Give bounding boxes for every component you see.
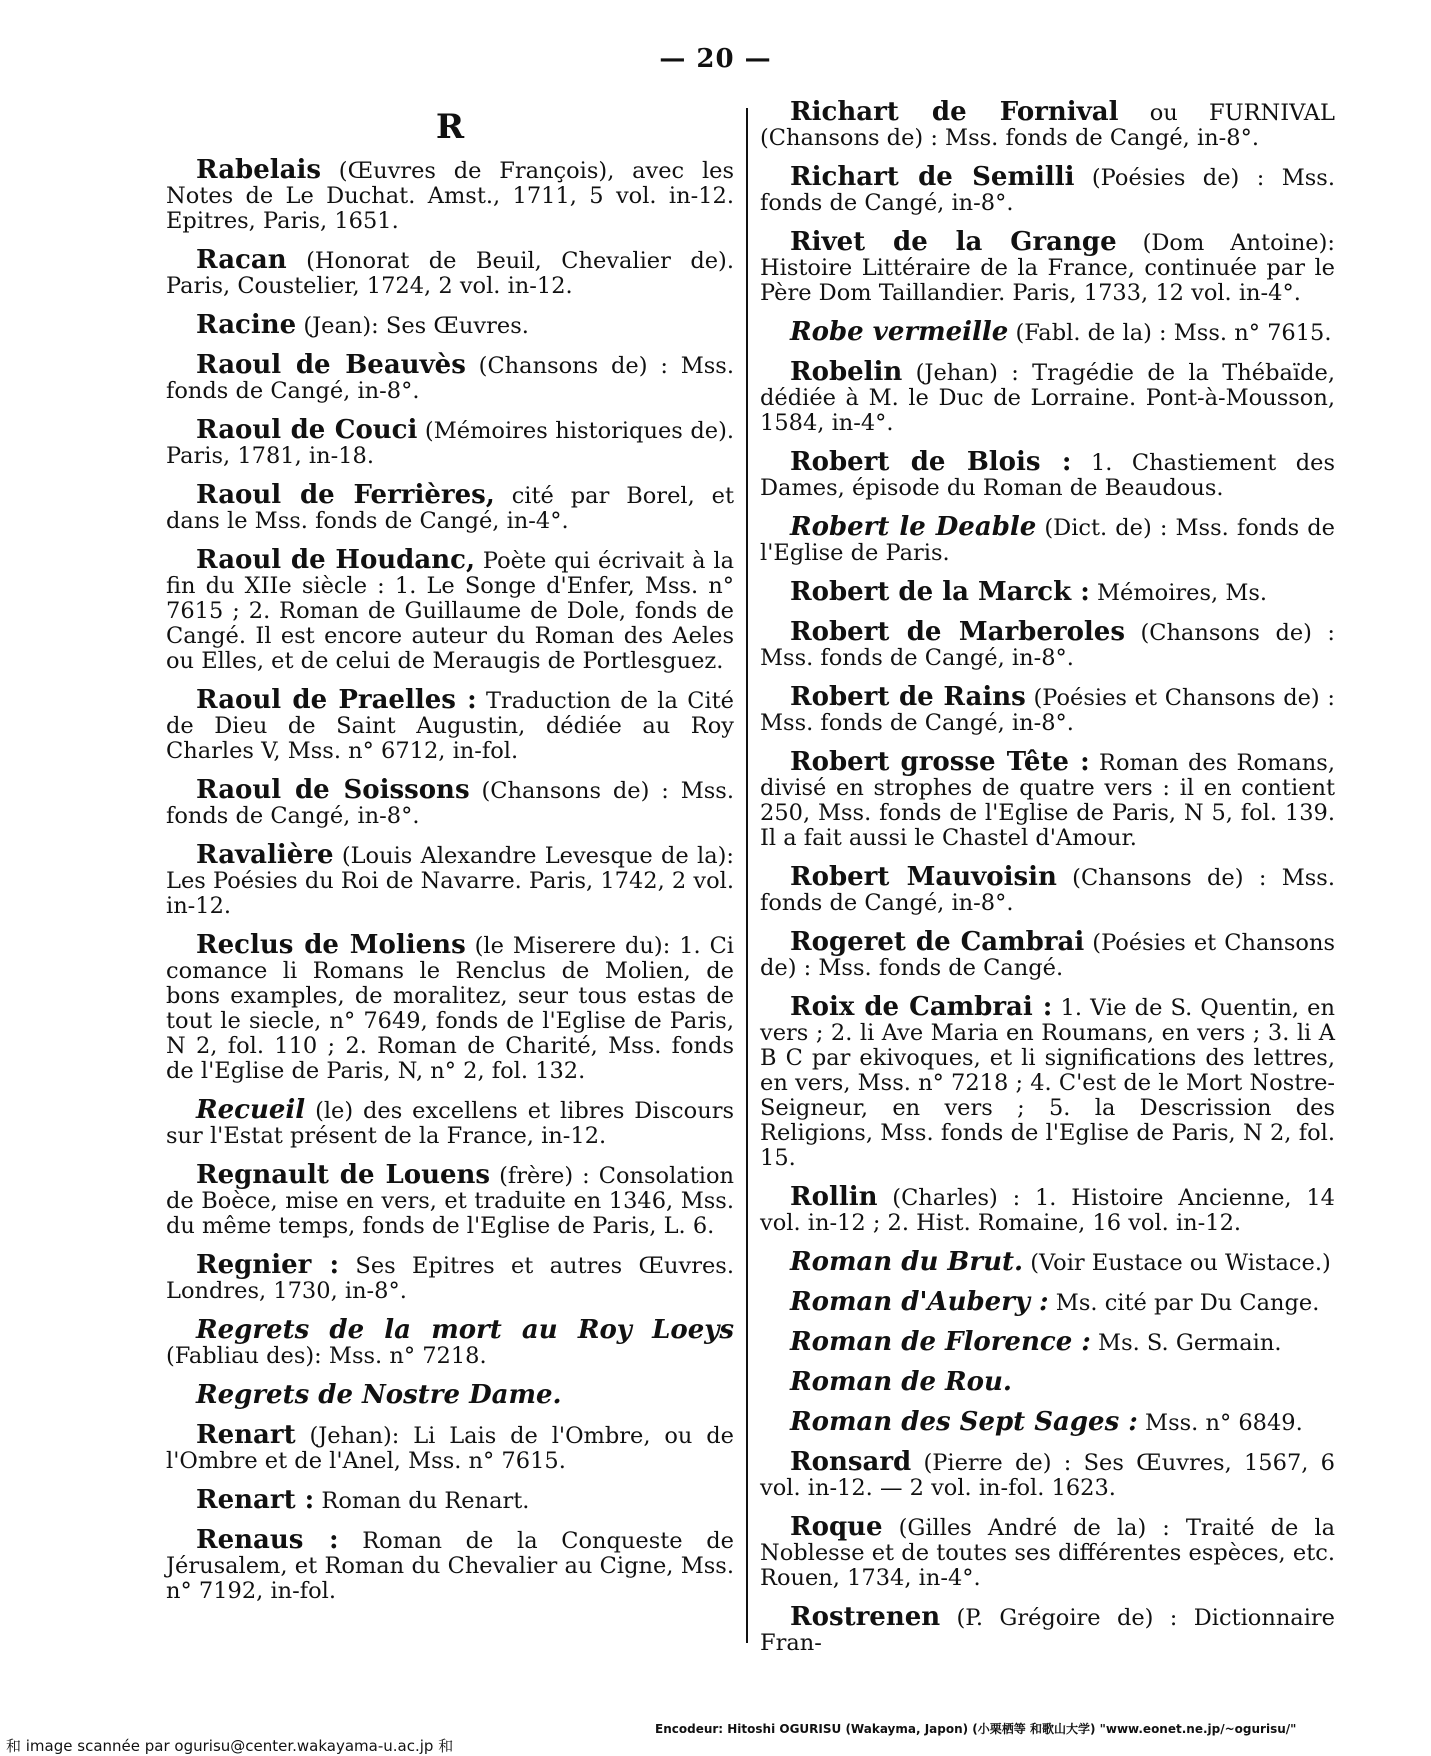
entry-headword: Roman des Sept Sages : (790, 1407, 1138, 1437)
entry-headword: Richart de Semilli (790, 162, 1075, 192)
bibliography-entry (760, 577, 1335, 607)
entry-headword: Robert de Blois : (790, 447, 1072, 477)
entry-text: (frère) : Consolation de Boèce, mise en vers, et traduite en 1346, Mss. du même temps, fonds de l'Eglise de Paris, L. 6. (166, 1163, 734, 1239)
entry-headword: Rivet de la Grange (790, 227, 1117, 257)
entry-headword: Robert le Deable (790, 512, 1037, 542)
entry-text: 1. Chastiement des Dames, épisode du Roman de Beaudous. (760, 450, 1335, 501)
bibliography-entry (166, 1250, 735, 1304)
entry-headword: Recueil (196, 1095, 306, 1125)
entry-headword: Rogeret de Cambrai (790, 927, 1085, 957)
entry-text: Roman de la Conqueste de Jérusalem, et Roman du Chevalier au Cigne, Mss. n° 7192, in-fol. (166, 1528, 734, 1604)
bibliography-entry (760, 1512, 1335, 1591)
entry-text: (Jehan) : Tragédie de la Thébaïde, dédiée à M. le Duc de Lorraine. Pont-à-Mousson, 1584, in-4°. (760, 360, 1335, 436)
entry-text: (Jean): Ses Œuvres. (296, 313, 529, 339)
bibliography-entry (166, 1420, 734, 1474)
entry-headword: Raoul de Couci (196, 415, 418, 445)
bibliography-entry (166, 930, 735, 1084)
bibliography-entry (166, 1315, 734, 1369)
entry-headword: Raoul de Ferrières, (196, 480, 495, 510)
entry-headword: Raoul de Praelles : (196, 685, 477, 715)
entry-text: (Jehan): Li Lais de l'Ombre, ou de l'Ombre et de l'Anel, Mss. n° 7615. (166, 1423, 734, 1474)
bibliography-entry (760, 1447, 1335, 1501)
entry-text: Mss. n° 6849. (1137, 1410, 1303, 1436)
entry-headword: Rollin (790, 1182, 878, 1212)
bibliography-entry (166, 1380, 734, 1410)
entry-text: Roman des Romans, divisé en strophes de quatre vers : il en contient 250, Mss. fonds de l'Eglise de Paris, N 5, fol. 139. Il a fait aussi le Chastel d'Amour. (760, 750, 1335, 851)
page-number: — 20 — (659, 44, 772, 74)
bibliography-entry (166, 840, 734, 919)
entry-text: (le Miserere du): 1. Ci comance li Romans le Renclus de Molien, de bons examples, de moralitez, seur tous estas de tout le siecle, n° 7649, fonds de l'Eglise de Paris, N 2, fol. 110 ; 2. Roman de Charité, Mss. fonds de l'Eglise de Paris, N, n° 2, fol. 132. (166, 933, 735, 1084)
entry-text: (Fabliau des): Mss. n° 7218. (166, 1343, 487, 1369)
bibliography-entry (760, 1367, 1335, 1397)
bibliography-entry (166, 1525, 734, 1604)
entry-headword: Rostrenen (790, 1602, 941, 1632)
entry-headword: Robert de la Marck : (790, 577, 1090, 607)
entry-headword: Reclus de Moliens (196, 930, 466, 960)
entry-headword: Roque (790, 1512, 883, 1542)
bibliography-entry (760, 992, 1335, 1171)
bibliography-entry (760, 927, 1335, 981)
bibliography-entry (760, 747, 1335, 851)
entry-text: Ms. S. Germain. (1090, 1330, 1282, 1356)
entry-text: (Dict. de) : Mss. fonds de l'Eglise de Paris. (760, 515, 1335, 566)
entry-headword: Raoul de Soissons (196, 775, 470, 805)
bibliography-entry (166, 685, 734, 764)
entry-headword: Racine (196, 310, 297, 340)
entry-text: Poète qui écrivait à la fin du XIIe siècle : 1. Le Songe d'Enfer, Mss. n° 7615 ; 2. Roman de Guillaume de Dole, fonds de Cangé. Il est encore auteur du Roman des Aeles ou Elles, et de celui de Meraugis de Portlesguez. (166, 548, 734, 674)
bibliography-entry (760, 862, 1335, 916)
entry-headword: Robert grosse Tête : (790, 747, 1090, 777)
entry-headword: Raoul de Beauvès (196, 350, 466, 380)
bibliography-entry (760, 512, 1335, 566)
right-column (760, 97, 1335, 1670)
entry-text: (Chansons de) : Mss. fonds de Cangé, in-8°. (166, 353, 734, 404)
entry-headword: Ronsard (790, 1447, 912, 1477)
bibliography-entry (760, 1327, 1335, 1357)
entry-headword: Renart (196, 1420, 296, 1450)
entry-text: (Louis Alexandre Levesque de la): Les Poésies du Roi de Navarre. Paris, 1742, 2 vol. in-12. (166, 843, 734, 919)
entry-text: (Mémoires historiques de). Paris, 1781, in-18. (166, 418, 734, 469)
entry-text: (Œuvres de François), avec les Notes de Le Duchat. Amst., 1711, 5 vol. in-12. Epitres, Paris, 1651. (166, 158, 734, 234)
entry-headword: Robert de Rains (790, 682, 1026, 712)
entry-headword: Robe vermeille (790, 317, 1009, 347)
entry-text: (Dom Antoine): Histoire Littéraire de la France, continuée par le Père Dom Taillandier. Paris, 1733, 12 vol. in-4°. (760, 230, 1335, 306)
bibliography-entry (760, 682, 1335, 736)
entry-headword: Roman de Florence : (790, 1327, 1091, 1357)
entry-text: (Poésies de) : Mss. fonds de Cangé, in-8°. (760, 165, 1335, 216)
entry-text: (Voir Eustace ou Wistace.) (1023, 1250, 1331, 1276)
entry-text: (Gilles André de la) : Traité de la Noblesse et de toutes ses différentes espèces, etc. Rouen, 1734, in-4°. (760, 1515, 1335, 1591)
entry-text: Roman du Renart. (314, 1488, 530, 1514)
entry-headword: Robelin (790, 357, 903, 387)
bibliography-entry (760, 1182, 1335, 1236)
entry-headword: Renaus : (196, 1525, 339, 1555)
bibliography-entry (760, 162, 1335, 216)
entry-text: ou FURNIVAL (Chansons de) : Mss. fonds de Cangé, in-8°. (760, 100, 1335, 151)
entry-text: (Honorat de Beuil, Chevalier de). Paris, Coustelier, 1724, 2 vol. in-12. (166, 248, 734, 299)
bibliography-entry (166, 480, 734, 534)
left-column (166, 100, 734, 1618)
entry-text: (P. Grégoire de) : Dictionnaire Fran- (760, 1605, 1335, 1656)
entry-text: (Pierre de) : Ses Œuvres, 1567, 6 vol. in-12. — 2 vol. in-fol. 1623. (760, 1450, 1335, 1501)
entry-headword: Regrets de la mort au Roy Loeys (196, 1315, 734, 1345)
entry-text: (Chansons de) : Mss. fonds de Cangé, in-8°. (760, 865, 1335, 916)
bibliography-entry (760, 1287, 1335, 1317)
encoder-credit: Encodeur: Hitoshi OGURISU (Wakayma, Japon) (小栗栖等 和歌山大学) "www.eonet.ne.jp/~ogurisu/" (655, 1722, 1297, 1736)
right-entries (760, 97, 1335, 1656)
bibliography-entry (166, 1160, 734, 1239)
entry-headword: Renart : (196, 1485, 315, 1515)
entry-text: (Poésies et Chansons de) : Mss. fonds de Cangé. (760, 930, 1335, 981)
bibliography-entry (166, 245, 734, 299)
column-divider (746, 108, 748, 1643)
entry-text: (Fabl. de la) : Mss. n° 7615. (1008, 320, 1332, 346)
bibliography-entry (760, 227, 1335, 306)
bibliography-entry (760, 357, 1335, 436)
left-entries (166, 155, 735, 1604)
entry-text: Traduction de la Cité de Dieu de Saint Augustin, dédiée au Roy Charles V, Mss. n° 6712, in-fol. (166, 688, 734, 764)
bibliography-entry (760, 617, 1335, 671)
entry-headword: Regnier : (196, 1250, 340, 1280)
entry-text: (Chansons de) : Mss. fonds de Cangé, in-8°. (760, 620, 1335, 671)
entry-headword: Robert de Marberoles (790, 617, 1125, 647)
entry-text: (Chansons de) : Mss. fonds de Cangé, in-8°. (166, 778, 734, 829)
bibliography-entry (760, 1407, 1335, 1437)
bibliography-entry (166, 310, 734, 340)
entry-headword: Racan (196, 245, 287, 275)
section-letter: R (435, 107, 465, 147)
entry-text: 1. Vie de S. Quentin, en vers ; 2. li Ave Maria en Roumans, en vers ; 3. li A B C par ekivoques, et li significations des lettres, en vers, Mss. n° 7218 ; 4. C'est de le Mort Nostre-Seigneur, en vers ; 5. la Descrission des Religions, Mss. fonds de l'Eglise de Paris, N 2, fol. 15. (760, 995, 1335, 1171)
entry-headword: Roman d'Aubery : (790, 1287, 1049, 1317)
entry-text: Mémoires, Ms. (1089, 580, 1268, 606)
entry-text: (Charles) : 1. Histoire Ancienne, 14 vol. in-12 ; 2. Hist. Romaine, 16 vol. in-12. (760, 1185, 1335, 1236)
entry-headword: Roix de Cambrai : (790, 992, 1053, 1022)
bibliography-entry (760, 97, 1335, 151)
entry-headword: Regrets de Nostre Dame. (196, 1380, 562, 1410)
bibliography-entry (166, 545, 734, 674)
entry-text: Ses Epitres et autres Œuvres. Londres, 1730, in-8°. (166, 1253, 735, 1304)
entry-headword: Regnault de Louens (196, 1160, 491, 1190)
bibliography-entry (760, 447, 1335, 501)
bibliography-entry (760, 1247, 1335, 1277)
entry-text: (Poésies et Chansons de) : Mss. fonds de Cangé, in-8°. (760, 685, 1335, 736)
entry-text: Ms. cité par Du Cange. (1048, 1290, 1320, 1316)
bibliography-entry (166, 1485, 734, 1515)
bibliography-entry (166, 775, 734, 829)
bibliography-entry (166, 1095, 734, 1149)
scan-credit: 和 image scannée par ogurisu@center.wakayama-u.ac.jp 和 (6, 1737, 454, 1755)
entry-headword: Robert Mauvoisin (790, 862, 1057, 892)
entry-headword: Roman de Rou. (790, 1367, 1012, 1397)
bibliography-entry (760, 1602, 1335, 1656)
bibliography-entry (760, 317, 1335, 347)
entry-headword: Roman du Brut. (790, 1247, 1024, 1277)
entry-headword: Ravalière (196, 840, 334, 870)
entry-text: (le) des excellens et libres Discours sur l'Estat présent de la France, in-12. (166, 1098, 734, 1149)
entry-headword: Rabelais (196, 155, 322, 185)
bibliography-entry (166, 155, 734, 234)
entry-headword: Richart de Fornival (790, 97, 1119, 127)
bibliography-entry (166, 415, 734, 469)
entry-text: cité par Borel, et dans le Mss. fonds de Cangé, in-4°. (166, 483, 734, 534)
bibliography-entry (166, 350, 734, 404)
entry-headword: Raoul de Houdanc, (196, 545, 475, 575)
